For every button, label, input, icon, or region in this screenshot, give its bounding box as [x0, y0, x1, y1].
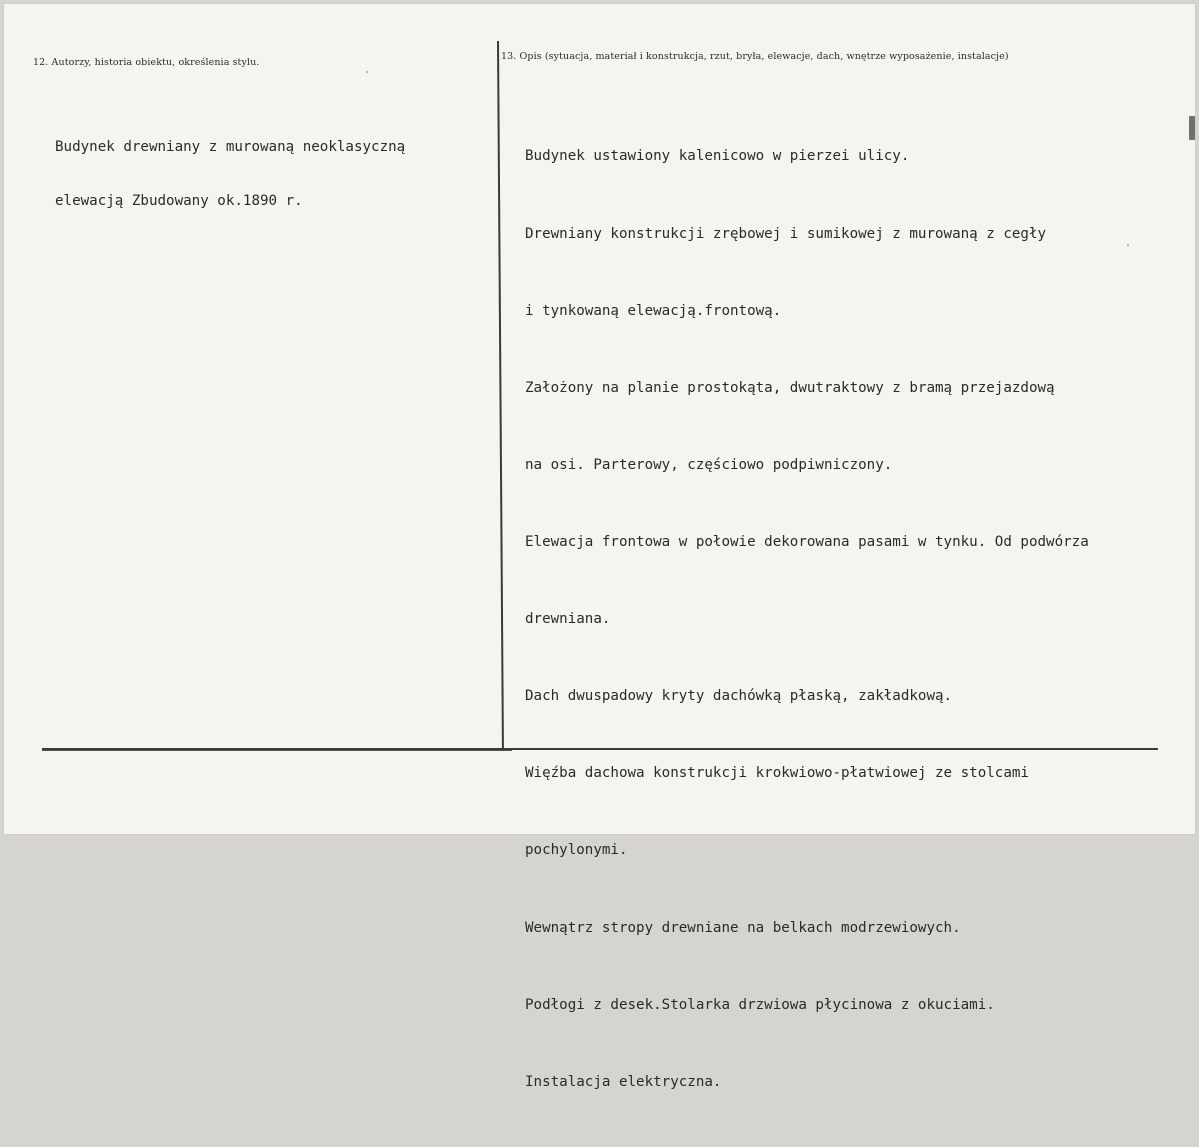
- description-line: drewniana.: [525, 611, 611, 628]
- record-card: [3, 3, 1196, 1090]
- description-line: Założony na planie prostokąta, dwutraktowy z bramą przejazdową: [525, 379, 1055, 396]
- description-line: Podłogi z desek.Stolarka drzwiowa płycinowa z okuciami.: [525, 996, 995, 1013]
- history-line: Budynek drewniany z murowaną neoklasyczną: [55, 139, 406, 155]
- description-line: pochylonymi.: [525, 842, 628, 859]
- description-line: Dach dwuspadowy kryty dachówką płaską, zakładkową.: [525, 688, 953, 705]
- paper-speck: [366, 71, 368, 73]
- field-12-label: 12. Autorzy, historia obiektu, określenia stylu.: [33, 57, 260, 68]
- description-text: [525, 93, 1089, 1147]
- column-divider: [497, 41, 504, 749]
- bottom-rule-underline: [42, 750, 512, 751]
- history-text: [55, 102, 405, 246]
- history-line: elewacją Zbudowany ok.1890 r.: [55, 193, 303, 209]
- description-line: Budynek ustawiony kalenicowo w pierzei ulicy.: [525, 148, 910, 165]
- paper-speck: [1127, 244, 1129, 246]
- description-line: i tynkowaną elewacją.frontową.: [525, 302, 782, 319]
- description-line: Instalacja elektryczna.: [525, 1073, 722, 1090]
- description-line: na osi. Parterowy, częściowo podpiwniczony.: [525, 456, 893, 473]
- description-line: Więźba dachowa konstrukcji krokwiowo-płatwiowej ze stolcami: [525, 765, 1029, 782]
- description-line: Wewnątrz stropy drewniane na belkach modrzewiowych.: [525, 919, 961, 936]
- description-line: Elewacja frontowa w połowie dekorowana pasami w tynku. Od podwórza: [525, 533, 1089, 550]
- edge-mark: [1189, 116, 1195, 140]
- field-13-label: 13. Opis (sytuacja, materiał i konstrukcja, rzut, bryła, elewacje, dach, wnętrze wyposażenie, instalacje): [501, 51, 1009, 62]
- description-line: Drewniany konstrukcji zrębowej i sumikowej z murowaną z cegły: [525, 225, 1047, 242]
